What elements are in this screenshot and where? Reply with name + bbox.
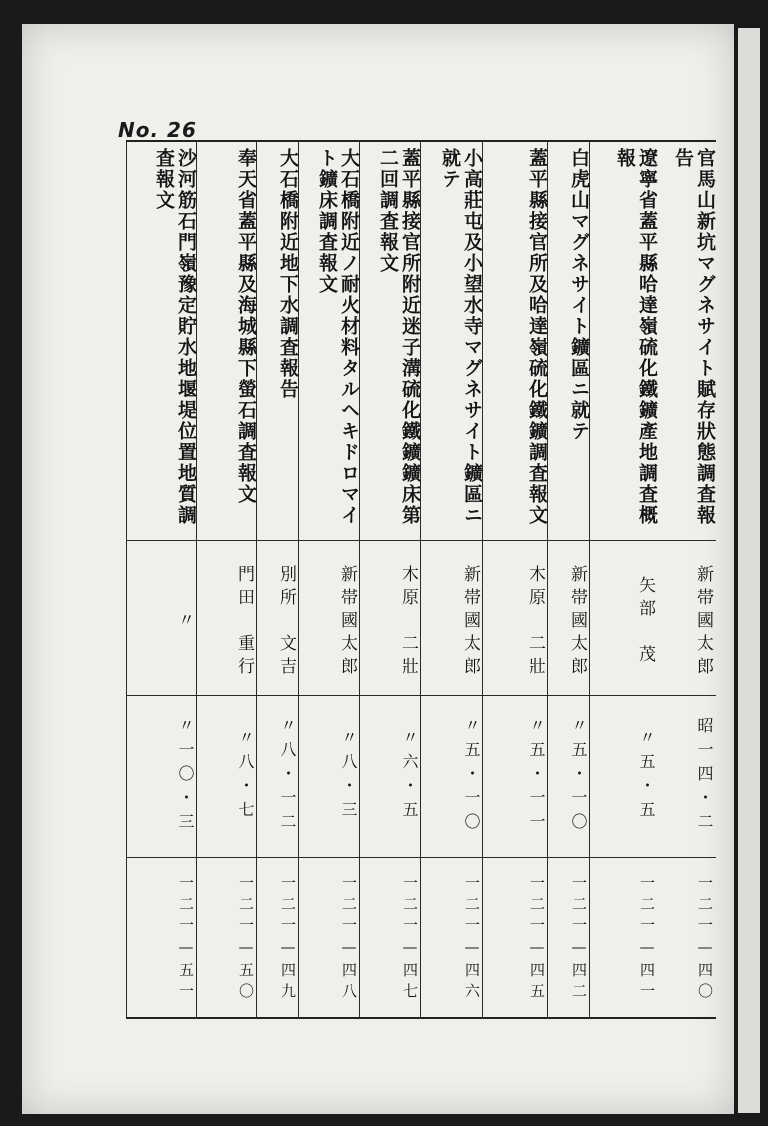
report-author: 新帯國太郎 [567, 564, 587, 680]
report-date: 〃八・三 [339, 729, 358, 825]
report-title: 沙河筋石門嶺豫定貯水地堰堤位置地質調査報文 [153, 148, 197, 526]
report-title: 大石橋附近ノ耐火材料タルヘキドロマイト鑛床調査報文 [316, 148, 360, 526]
report-title: 大石橋附近地下水調査報告 [277, 148, 299, 400]
report-date: 〃五・一〇 [462, 717, 481, 837]
report-author: 新帯國太郎 [337, 564, 357, 680]
report-pages: 一二一—四一 [638, 875, 656, 1004]
table-row [126, 142, 197, 1017]
table-row [547, 142, 590, 1017]
table-row [359, 142, 421, 1017]
report-author: 新帯國太郎 [460, 564, 480, 680]
table-row [256, 142, 299, 1017]
report-date: 〃五・五 [637, 729, 656, 825]
report-table [126, 140, 716, 1019]
report-pages: 一二一—四九 [279, 875, 297, 1004]
table-row [589, 142, 658, 1017]
report-author: 矢部 茂 [635, 576, 655, 668]
report-author: 〃 [174, 610, 194, 634]
report-date: 昭一四・二 [695, 717, 714, 837]
report-title: 遼寧省蓋平縣哈達嶺硫化鐵鑛產地調査概報 [614, 148, 658, 526]
report-pages: 一二一—四二 [570, 875, 588, 1004]
report-date: 〃六・五 [400, 729, 419, 825]
report-title: 白虎山マグネサイト鑛區ニ就テ [568, 148, 590, 442]
report-title: 蓋平縣接官所附近迷子溝硫化鐵鑛鑛床第二回調査報文 [377, 148, 421, 526]
report-title: 官馬山新坑マグネサイト賦存狀態調査報告 [672, 148, 716, 526]
table-row [657, 142, 716, 1017]
report-pages: 一二一—四五 [528, 875, 546, 1004]
report-title: 蓋平縣接官所及哈達嶺硫化鐵鑛調査報文 [526, 148, 548, 526]
page-number: No. 26 [118, 118, 197, 142]
report-pages: 一二一—四八 [340, 875, 358, 1004]
report-pages: 一二一—四〇 [696, 875, 714, 1004]
report-author: 木原 二壯 [525, 564, 545, 680]
table-row [420, 142, 483, 1017]
report-date: 〃八・一二 [278, 717, 297, 837]
table-row [298, 142, 360, 1017]
report-date: 〃五・一〇 [569, 717, 588, 837]
report-author: 別所 文吉 [276, 564, 296, 680]
report-pages: 一二一—五一 [177, 875, 195, 1004]
page-edge [738, 28, 760, 1113]
report-pages: 一二一—四七 [401, 875, 419, 1004]
report-title: 小高莊屯及小望水寺マグネサイト鑛區ニ就テ [439, 148, 483, 526]
table-row [482, 142, 548, 1017]
report-date: 〃一〇・三 [176, 717, 195, 837]
report-author: 門田 重行 [234, 564, 254, 680]
report-author: 木原 二壯 [398, 564, 418, 680]
report-date: 〃八・七 [236, 729, 255, 825]
report-author: 新帯國太郎 [693, 564, 713, 680]
report-pages: 一二一—五〇 [237, 875, 255, 1004]
table-row [196, 142, 257, 1017]
report-date: 〃五・一一 [527, 717, 546, 837]
report-pages: 一二一—四六 [463, 875, 481, 1004]
report-title: 奉天省蓋平縣及海城縣下螢石調査報文 [235, 148, 257, 505]
